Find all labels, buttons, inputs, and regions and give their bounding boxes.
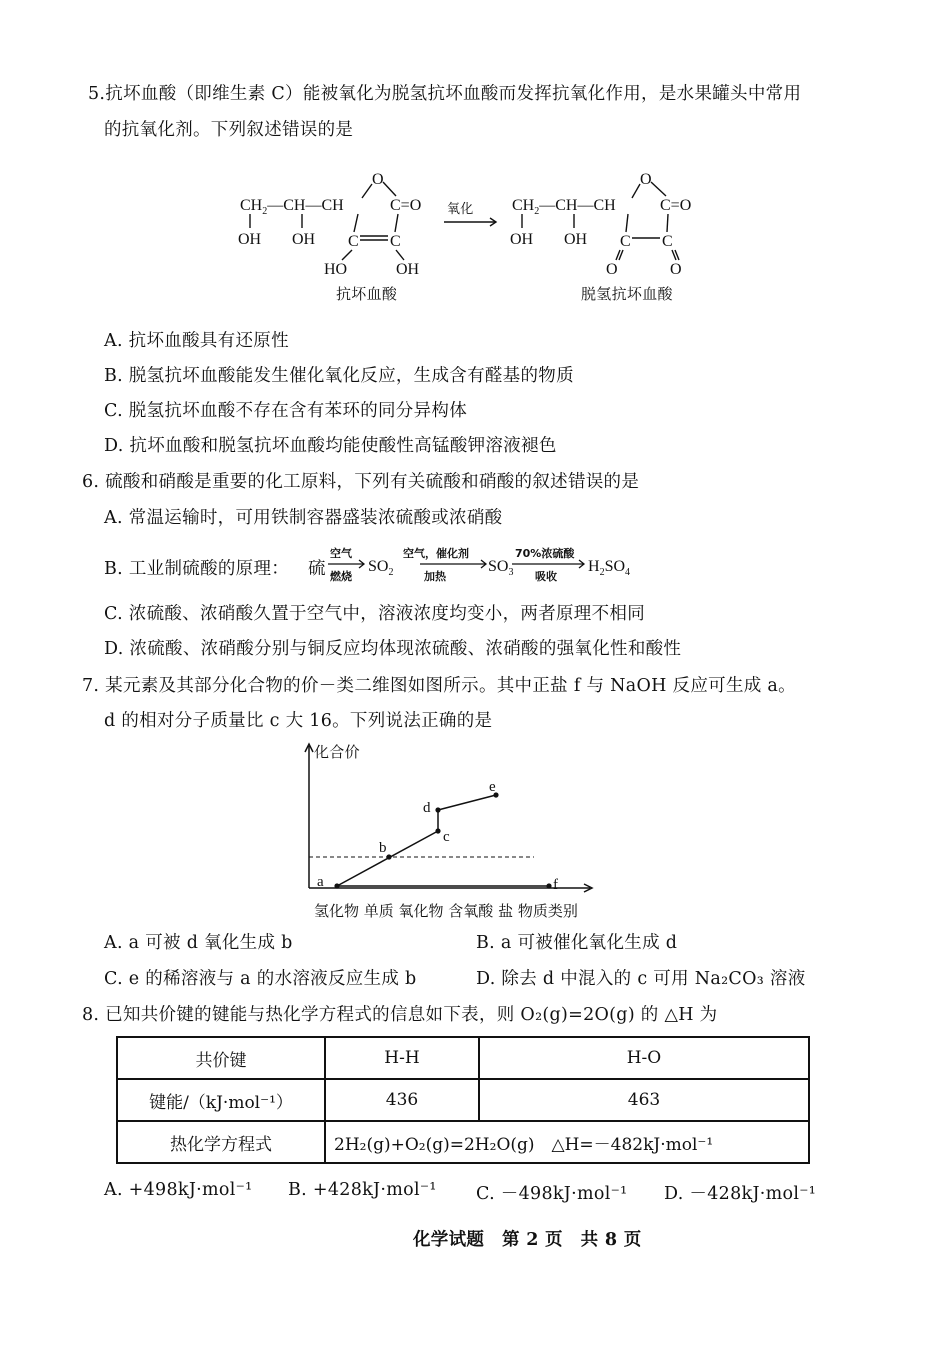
table-cell: 热化学方程式 (117, 1121, 325, 1163)
sulfuric-acid-process-arrows (326, 540, 666, 590)
table-row (117, 1121, 809, 1163)
valence-category-diagram (290, 740, 610, 900)
q6-option-b-prefix: B. 工业制硫酸的原理： (104, 559, 290, 579)
svg-text:OH: OH (238, 231, 262, 248)
svg-text:CH2—CH—CH: $CH_2—CH—CH$ (512, 197, 616, 217)
svg-text:OH: OH (564, 231, 588, 248)
process-start-sulfur: 硫 (308, 559, 326, 579)
q5-option-c: C. 脱氢抗坏血酸不存在含有苯环的同分异构体 (104, 401, 467, 421)
q7-option-d: D. 除去 d 中混入的 c 可用 Na₂CO₃ 溶液 (476, 969, 806, 989)
point-a (334, 883, 339, 888)
q8-option-c: C. －498kJ·mol⁻¹ (476, 1184, 628, 1204)
arrow3-bottom-label: 吸收 (535, 570, 557, 583)
q8-option-a: A. +498kJ·mol⁻¹ (104, 1180, 253, 1200)
q8-option-d: D. －428kJ·mol⁻¹ (664, 1184, 817, 1204)
ascorbic-acid-name: 抗坏血酸 (336, 285, 398, 303)
page-footer: 化学试题 第 2 页 共 8 页 (413, 1230, 642, 1250)
q5-stem-line2: 的抗氧化剂。下列叙述错误的是 (104, 120, 354, 140)
q8-stem: 8. 已知共价键的键能与热化学方程式的信息如下表，则 O₂(g)=2O(g) 的 △H 为 (82, 1005, 718, 1025)
svg-text:H2SO4: $H_2SO_4$ (588, 558, 631, 578)
q5-stem-line1: 5.抗坏血酸（即维生素 C）能被氧化为脱氢抗坏血酸而发挥抗氧化作用，是水果罐头中常用 (88, 84, 802, 104)
point-b (386, 854, 391, 859)
table-row (117, 1079, 809, 1121)
table-cell: H-O (479, 1037, 809, 1079)
q6-option-c: C. 浓硫酸、浓硝酸久置于空气中，溶液浓度均变小，两者原理不相同 (104, 604, 645, 624)
point-c (435, 828, 440, 833)
arrow1-top-label: 空气 (330, 547, 352, 560)
svg-text:C: C (390, 233, 401, 250)
svg-text:C: C (662, 233, 673, 250)
q6-option-d: D. 浓硫酸、浓硝酸分别与铜反应均体现浓硫酸、浓硝酸的强氧化性和酸性 (104, 639, 682, 659)
q7-stem-line1: 7. 某元素及其部分化合物的价－类二维图如图所示。其中正盐 f 与 NaOH 反应可生成 a。 (82, 676, 796, 696)
q7-option-c: C. e 的稀溶液与 a 的水溶液反应生成 b (104, 969, 417, 989)
label-c: c (443, 829, 450, 845)
q5-option-d: D. 抗坏血酸和脱氢抗坏血酸均能使酸性高锰酸钾溶液褪色 (104, 436, 557, 456)
svg-text:O: O (640, 171, 652, 188)
svg-text:HO: HO (324, 261, 348, 278)
svg-text:O: O (372, 171, 384, 188)
label-d: d (423, 800, 431, 816)
label-b: b (379, 840, 387, 856)
svg-text:SO2: $SO_2$ (368, 558, 394, 578)
dehydroascorbic-acid-name: 脱氢抗坏血酸 (581, 285, 673, 303)
label-a: a (317, 874, 324, 890)
svg-text:CH2—CH—CH: $CH_2—CH—CH$ (240, 197, 344, 217)
y-axis-label: 化合价 (314, 743, 360, 761)
svg-text:OH: OH (292, 231, 316, 248)
reaction-condition-label: 氧化 (447, 202, 474, 217)
q5-option-a: A. 抗坏血酸具有还原性 (104, 331, 289, 351)
q5-option-b: B. 脱氢抗坏血酸能发生催化氧化反应，生成含有醛基的物质 (104, 366, 574, 386)
table-cell: 436 (325, 1079, 479, 1121)
arrow2-top-label: 空气，催化剂 (403, 547, 469, 560)
table-cell: 共价键 (117, 1037, 325, 1079)
q6-option-a: A. 常温运输时，可用铁制容器盛装浓硫酸或浓硝酸 (104, 508, 503, 528)
table-row (117, 1037, 809, 1079)
svg-text:C=O: C=O (390, 197, 422, 214)
x-axis-label: 氢化物 单质 氧化物 含氧酸 盐 物质类别 (314, 902, 578, 920)
svg-text:C: C (348, 233, 359, 250)
svg-text:C=O: C=O (660, 197, 692, 214)
q8-option-b: B. +428kJ·mol⁻¹ (288, 1180, 437, 1200)
svg-text:O: O (670, 261, 682, 278)
table-cell: H-H (325, 1037, 479, 1079)
svg-text:C: C (620, 233, 631, 250)
arrow2-bottom-label: 加热 (424, 570, 446, 583)
table-cell: 键能/（kJ·mol⁻¹） (117, 1079, 325, 1121)
arrow1-bottom-label: 燃烧 (330, 570, 352, 583)
label-e: e (489, 779, 496, 795)
svg-text:OH: OH (510, 231, 534, 248)
label-f: f (553, 877, 558, 893)
svg-text:OH: OH (396, 261, 420, 278)
table-cell: 463 (479, 1079, 809, 1121)
point-d (435, 807, 440, 812)
q7-option-a: A. a 可被 d 氧化生成 b (104, 933, 293, 953)
svg-text:SO3: $SO_3$ (488, 558, 514, 578)
q7-stem-line2: d 的相对分子质量比 c 大 16。下列说法正确的是 (104, 711, 493, 731)
point-f (546, 883, 551, 888)
q6-stem: 6. 硫酸和硝酸是重要的化工原料，下列有关硫酸和硝酸的叙述错误的是 (82, 472, 640, 492)
bond-energy-table (116, 1036, 810, 1164)
arrow3-top-label: 70%浓硫酸 (515, 547, 575, 560)
q7-option-b: B. a 可被催化氧化生成 d (476, 933, 678, 953)
table-cell: 2H₂(g)+O₂(g)=2H₂O(g) △H=－482kJ·mol⁻¹ (325, 1121, 809, 1163)
svg-text:O: O (606, 261, 618, 278)
